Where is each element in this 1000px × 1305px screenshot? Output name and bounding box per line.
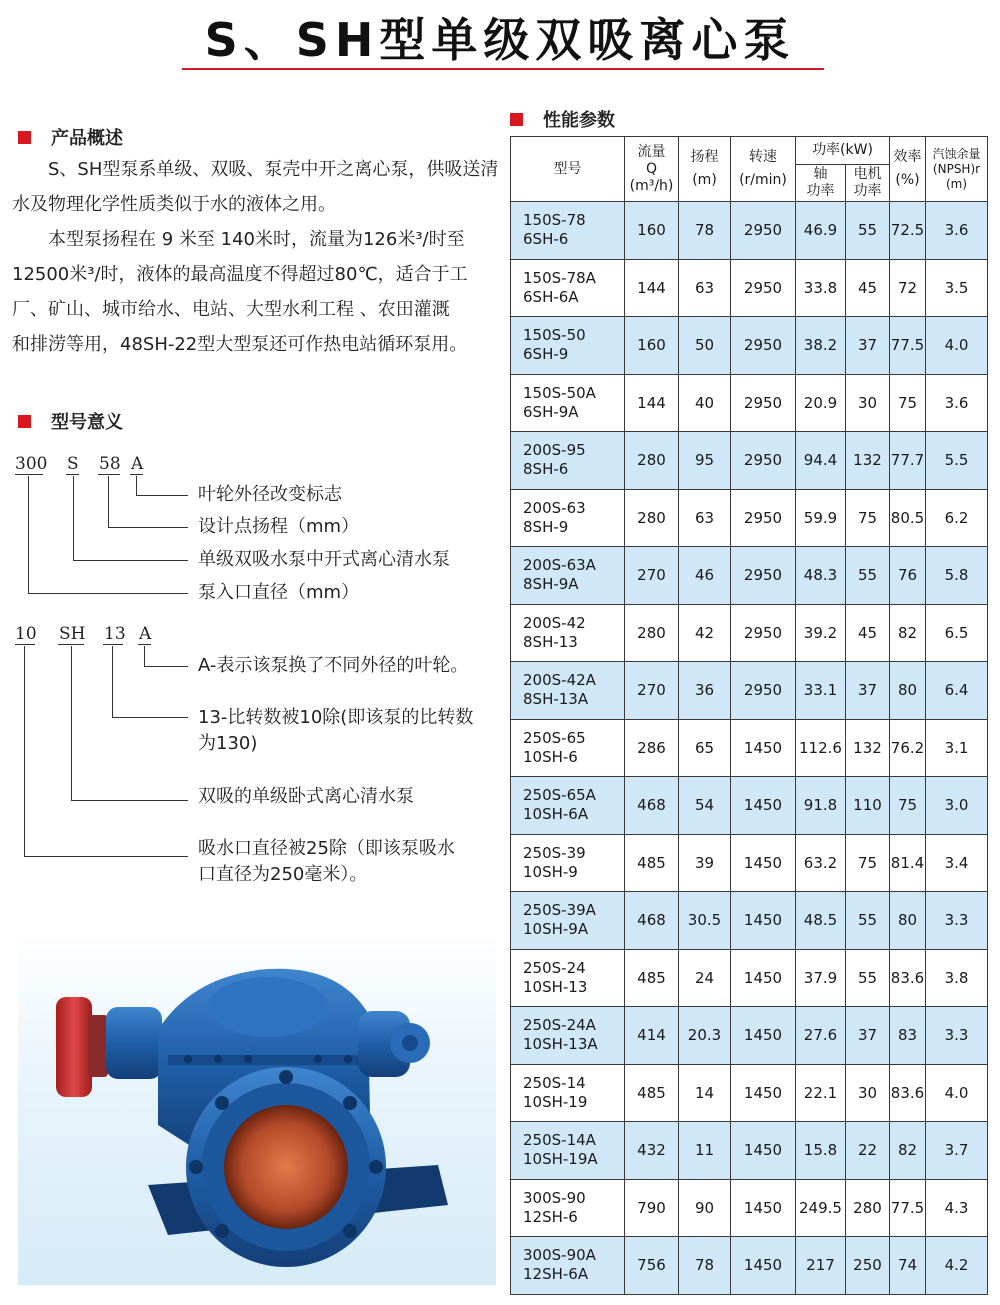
note-specific-speed-1: 13-比转数被10除(即该泵的比转数 bbox=[198, 707, 474, 728]
motor-cell: 37 bbox=[846, 1007, 890, 1065]
motor-cell: 75 bbox=[846, 834, 890, 892]
model-cell bbox=[511, 1122, 625, 1180]
head-cell: 78 bbox=[679, 1237, 731, 1295]
model-sh: 10SH-19 bbox=[523, 1092, 588, 1111]
npsh-cell: 3.1 bbox=[926, 719, 988, 777]
head-cell: 24 bbox=[679, 949, 731, 1007]
header-flow: 流量 Q (m³/h) bbox=[625, 137, 679, 202]
performance-table-body bbox=[511, 202, 988, 1295]
model-sh: 6SH-6 bbox=[523, 230, 569, 249]
model-cell bbox=[511, 949, 625, 1007]
model-cell bbox=[511, 892, 625, 950]
eff-cell: 83 bbox=[890, 1007, 926, 1065]
model-s: 200S-42 bbox=[523, 613, 586, 632]
model-sh: 12SH-6A bbox=[523, 1265, 589, 1284]
motor-cell: 37 bbox=[846, 317, 890, 375]
code-sh: SH bbox=[59, 624, 86, 644]
flow-cell: 414 bbox=[625, 1007, 679, 1065]
shaft-cell: 217 bbox=[796, 1237, 846, 1295]
model-cell bbox=[511, 1064, 625, 1122]
model-s: 200S-63A bbox=[523, 556, 596, 575]
model-meaning-heading bbox=[18, 408, 123, 434]
shaft-cell: 20.9 bbox=[796, 374, 846, 432]
npsh-cell: 3.6 bbox=[926, 202, 988, 260]
speed-cell: 1450 bbox=[731, 834, 796, 892]
note-inlet-diameter: 泵入口直径（mm） bbox=[198, 582, 360, 603]
flow-cell: 270 bbox=[625, 547, 679, 605]
speed-cell: 2950 bbox=[731, 202, 796, 260]
model-s: 250S-24 bbox=[523, 958, 586, 977]
shaft-cell: 33.1 bbox=[796, 662, 846, 720]
table-row bbox=[511, 432, 988, 490]
model-sh: 8SH-9A bbox=[523, 575, 579, 594]
code-10: 10 bbox=[15, 624, 37, 644]
header-shaft-power: 轴 功率 bbox=[796, 165, 846, 202]
speed-cell: 2950 bbox=[731, 317, 796, 375]
model-cell bbox=[511, 547, 625, 605]
head-cell: 63 bbox=[679, 259, 731, 317]
speed-cell: 2950 bbox=[731, 662, 796, 720]
speed-cell: 2950 bbox=[731, 432, 796, 490]
eff-cell: 83.6 bbox=[890, 1064, 926, 1122]
code-a2: A bbox=[139, 624, 152, 644]
npsh-cell: 3.4 bbox=[926, 834, 988, 892]
head-cell: 20.3 bbox=[679, 1007, 731, 1065]
model-sh: 8SH-13 bbox=[523, 632, 578, 651]
model-cell bbox=[511, 719, 625, 777]
shaft-cell: 94.4 bbox=[796, 432, 846, 490]
npsh-cell: 3.7 bbox=[926, 1122, 988, 1180]
eff-cell: 77.5 bbox=[890, 317, 926, 375]
head-cell: 39 bbox=[679, 834, 731, 892]
head-cell: 95 bbox=[679, 432, 731, 490]
head-cell: 90 bbox=[679, 1179, 731, 1237]
performance-heading bbox=[510, 106, 615, 132]
performance-heading-text: 性能参数 bbox=[543, 110, 615, 131]
head-cell: 78 bbox=[679, 202, 731, 260]
model-cell bbox=[511, 432, 625, 490]
model-sh: 8SH-9 bbox=[523, 517, 569, 536]
shaft-cell: 37.9 bbox=[796, 949, 846, 1007]
section-square-icon bbox=[18, 131, 31, 144]
model-cell bbox=[511, 489, 625, 547]
table-row bbox=[511, 1237, 988, 1295]
title-underline bbox=[182, 68, 824, 70]
speed-cell: 1450 bbox=[731, 1122, 796, 1180]
flow-cell: 756 bbox=[625, 1237, 679, 1295]
model-s: 150S-50 bbox=[523, 326, 586, 345]
head-cell: 63 bbox=[679, 489, 731, 547]
table-row bbox=[511, 1064, 988, 1122]
model-s: 250S-14A bbox=[523, 1131, 596, 1150]
eff-cell: 77.5 bbox=[890, 1179, 926, 1237]
model-sh: 6SH-9 bbox=[523, 345, 569, 364]
table-row bbox=[511, 489, 988, 547]
motor-cell: 250 bbox=[846, 1237, 890, 1295]
npsh-cell: 5.8 bbox=[926, 547, 988, 605]
head-cell: 50 bbox=[679, 317, 731, 375]
flow-cell: 485 bbox=[625, 949, 679, 1007]
eff-cell: 80.5 bbox=[890, 489, 926, 547]
motor-cell: 110 bbox=[846, 777, 890, 835]
table-row bbox=[511, 1122, 988, 1180]
head-cell: 36 bbox=[679, 662, 731, 720]
flow-cell: 160 bbox=[625, 202, 679, 260]
code-a: A bbox=[131, 454, 144, 474]
npsh-cell: 5.5 bbox=[926, 432, 988, 490]
table-row bbox=[511, 719, 988, 777]
model-s: 150S-50A bbox=[523, 383, 596, 402]
overview-paragraph-1: S、SH型泵系单级、双吸、泵壳中开之离心泵，供吸送清水及物理化学性质类似于水的液体之用。 bbox=[12, 159, 499, 215]
eff-cell: 75 bbox=[890, 777, 926, 835]
flow-cell: 790 bbox=[625, 1179, 679, 1237]
motor-cell: 55 bbox=[846, 547, 890, 605]
model-sh: 10SH-9A bbox=[523, 920, 589, 939]
model-sh: 10SH-6 bbox=[523, 747, 578, 766]
table-row bbox=[511, 1007, 988, 1065]
motor-cell: 280 bbox=[846, 1179, 890, 1237]
model-sh: 10SH-13A bbox=[523, 1035, 598, 1054]
model-s: 200S-42A bbox=[523, 671, 596, 690]
model-s: 250S-24A bbox=[523, 1016, 596, 1035]
model-s: 150S-78A bbox=[523, 268, 596, 287]
flow-cell: 468 bbox=[625, 777, 679, 835]
motor-cell: 55 bbox=[846, 892, 890, 950]
model-sh: 10SH-9 bbox=[523, 862, 578, 881]
model-cell bbox=[511, 1007, 625, 1065]
npsh-cell: 3.8 bbox=[926, 949, 988, 1007]
flow-cell: 160 bbox=[625, 317, 679, 375]
shaft-cell: 46.9 bbox=[796, 202, 846, 260]
eff-cell: 82 bbox=[890, 1122, 926, 1180]
model-cell bbox=[511, 202, 625, 260]
model-cell bbox=[511, 834, 625, 892]
flow-cell: 468 bbox=[625, 892, 679, 950]
model-s: 300S-90 bbox=[523, 1188, 586, 1207]
model-s: 250S-39 bbox=[523, 843, 586, 862]
npsh-cell: 3.6 bbox=[926, 374, 988, 432]
model-cell bbox=[511, 317, 625, 375]
motor-cell: 45 bbox=[846, 604, 890, 662]
section-square-icon bbox=[18, 415, 31, 428]
shaft-cell: 48.3 bbox=[796, 547, 846, 605]
page-title: S、SH型单级双吸离心泵 bbox=[204, 13, 796, 67]
speed-cell: 1450 bbox=[731, 892, 796, 950]
section-square-icon bbox=[510, 113, 523, 126]
model-cell bbox=[511, 662, 625, 720]
table-row bbox=[511, 949, 988, 1007]
model-s: 200S-95 bbox=[523, 441, 586, 460]
overview-heading-text: 产品概述 bbox=[51, 128, 123, 149]
shaft-cell: 27.6 bbox=[796, 1007, 846, 1065]
speed-cell: 2950 bbox=[731, 374, 796, 432]
table-row bbox=[511, 202, 988, 260]
header-speed: 转速 (r/min) bbox=[731, 137, 796, 202]
model-cell bbox=[511, 604, 625, 662]
shaft-cell: 15.8 bbox=[796, 1122, 846, 1180]
table-row bbox=[511, 374, 988, 432]
head-cell: 42 bbox=[679, 604, 731, 662]
motor-cell: 132 bbox=[846, 432, 890, 490]
overview-heading bbox=[18, 124, 123, 150]
shaft-cell: 38.2 bbox=[796, 317, 846, 375]
header-npsh: 汽蚀余量 (NPSH)r (m) bbox=[926, 137, 988, 202]
model-s: 250S-65A bbox=[523, 786, 596, 805]
pump-photo bbox=[18, 935, 496, 1285]
flow-cell: 432 bbox=[625, 1122, 679, 1180]
model-s: 150S-78 bbox=[523, 211, 586, 230]
model-sh: 8SH-13A bbox=[523, 690, 589, 709]
model-sh: 10SH-13 bbox=[523, 977, 588, 996]
speed-cell: 1450 bbox=[731, 1237, 796, 1295]
speed-cell: 1450 bbox=[731, 719, 796, 777]
motor-cell: 55 bbox=[846, 949, 890, 1007]
code-58: 58 bbox=[99, 454, 121, 474]
flow-cell: 280 bbox=[625, 489, 679, 547]
speed-cell: 1450 bbox=[731, 1179, 796, 1237]
eff-cell: 80 bbox=[890, 662, 926, 720]
model-s: 250S-39A bbox=[523, 901, 596, 920]
code-s: S bbox=[67, 454, 79, 474]
model-sh: 6SH-9A bbox=[523, 402, 579, 421]
table-row bbox=[511, 1179, 988, 1237]
motor-cell: 30 bbox=[846, 374, 890, 432]
npsh-cell: 3.3 bbox=[926, 892, 988, 950]
head-cell: 54 bbox=[679, 777, 731, 835]
flow-cell: 280 bbox=[625, 432, 679, 490]
header-efficiency: 效率 (%) bbox=[890, 137, 926, 202]
npsh-cell: 3.5 bbox=[926, 259, 988, 317]
table-row bbox=[511, 777, 988, 835]
flow-cell: 286 bbox=[625, 719, 679, 777]
speed-cell: 1450 bbox=[731, 777, 796, 835]
model-s: 250S-65 bbox=[523, 728, 586, 747]
head-cell: 46 bbox=[679, 547, 731, 605]
note-impeller-diameter: A-表示该泵换了不同外径的叶轮。 bbox=[198, 655, 469, 676]
head-cell: 40 bbox=[679, 374, 731, 432]
table-row bbox=[511, 547, 988, 605]
eff-cell: 80 bbox=[890, 892, 926, 950]
head-cell: 11 bbox=[679, 1122, 731, 1180]
model-s: 300S-90A bbox=[523, 1246, 596, 1265]
header-motor-power: 电机 功率 bbox=[846, 165, 890, 202]
model-cell bbox=[511, 1237, 625, 1295]
eff-cell: 76 bbox=[890, 547, 926, 605]
model-meaning-heading-text: 型号意义 bbox=[51, 412, 123, 433]
shaft-cell: 249.5 bbox=[796, 1179, 846, 1237]
shaft-cell: 112.6 bbox=[796, 719, 846, 777]
table-row bbox=[511, 259, 988, 317]
header-head: 扬程 (m) bbox=[679, 137, 731, 202]
model-cell bbox=[511, 777, 625, 835]
model-cell bbox=[511, 374, 625, 432]
note-suction-diameter-2: 口直径为250毫米）。 bbox=[198, 864, 368, 885]
model-sh: 10SH-19A bbox=[523, 1150, 598, 1169]
overview-p2-line2: 12500米³/时，液体的最高温度不得超过80℃，适合于工 bbox=[12, 264, 468, 285]
npsh-cell: 6.5 bbox=[926, 604, 988, 662]
note-design-head: 设计点扬程（mm） bbox=[198, 516, 360, 537]
eff-cell: 81.4 bbox=[890, 834, 926, 892]
shaft-cell: 63.2 bbox=[796, 834, 846, 892]
flow-cell: 485 bbox=[625, 1064, 679, 1122]
npsh-cell: 4.0 bbox=[926, 317, 988, 375]
motor-cell: 75 bbox=[846, 489, 890, 547]
eff-cell: 72.5 bbox=[890, 202, 926, 260]
head-cell: 14 bbox=[679, 1064, 731, 1122]
shaft-cell: 59.9 bbox=[796, 489, 846, 547]
model-sh: 6SH-6A bbox=[523, 287, 579, 306]
speed-cell: 1450 bbox=[731, 1007, 796, 1065]
head-cell: 30.5 bbox=[679, 892, 731, 950]
overview-text bbox=[12, 152, 500, 362]
eff-cell: 72 bbox=[890, 259, 926, 317]
model-sh: 8SH-6 bbox=[523, 460, 569, 479]
motor-cell: 30 bbox=[846, 1064, 890, 1122]
flow-cell: 270 bbox=[625, 662, 679, 720]
table-row bbox=[511, 834, 988, 892]
overview-p2-line3: 厂、矿山、城市给水、电站、大型水利工程 、农田灌溉 bbox=[12, 299, 450, 320]
model-s: 200S-63 bbox=[523, 498, 586, 517]
note-horizontal-pump: 双吸的单级卧式离心清水泵 bbox=[198, 786, 414, 807]
speed-cell: 1450 bbox=[731, 1064, 796, 1122]
table-row bbox=[511, 604, 988, 662]
eff-cell: 83.6 bbox=[890, 949, 926, 1007]
eff-cell: 74 bbox=[890, 1237, 926, 1295]
pump-illustration bbox=[18, 935, 496, 1285]
header-model: 型号 bbox=[511, 137, 625, 202]
model-s: 250S-14 bbox=[523, 1073, 586, 1092]
note-pump-type: 单级双吸水泵中开式离心清水泵 bbox=[198, 549, 450, 570]
motor-cell: 37 bbox=[846, 662, 890, 720]
head-cell: 65 bbox=[679, 719, 731, 777]
flow-cell: 144 bbox=[625, 374, 679, 432]
speed-cell: 1450 bbox=[731, 949, 796, 1007]
motor-cell: 132 bbox=[846, 719, 890, 777]
overview-p2-line4: 和排涝等用，48SH-22型大型泵还可作热电站循环泵用。 bbox=[12, 334, 468, 355]
note-impeller-change: 叶轮外径改变标志 bbox=[198, 484, 342, 505]
flow-cell: 144 bbox=[625, 259, 679, 317]
motor-cell: 45 bbox=[846, 259, 890, 317]
speed-cell: 2950 bbox=[731, 489, 796, 547]
flow-cell: 280 bbox=[625, 604, 679, 662]
speed-cell: 2950 bbox=[731, 604, 796, 662]
eff-cell: 82 bbox=[890, 604, 926, 662]
code-300: 300 bbox=[15, 454, 48, 474]
note-specific-speed-2: 为130) bbox=[198, 733, 258, 754]
model-sh: 12SH-6 bbox=[523, 1207, 578, 1226]
npsh-cell: 6.4 bbox=[926, 662, 988, 720]
eff-cell: 77.7 bbox=[890, 432, 926, 490]
overview-p2-line1: 本型泵扬程在 9 米至 140米时，流量为126米³/时至 bbox=[48, 229, 465, 250]
shaft-cell: 48.5 bbox=[796, 892, 846, 950]
speed-cell: 2950 bbox=[731, 259, 796, 317]
shaft-cell: 39.2 bbox=[796, 604, 846, 662]
table-row bbox=[511, 892, 988, 950]
npsh-cell: 4.0 bbox=[926, 1064, 988, 1122]
model-sh: 10SH-6A bbox=[523, 805, 589, 824]
code-13: 13 bbox=[104, 624, 126, 644]
npsh-cell: 3.0 bbox=[926, 777, 988, 835]
note-suction-diameter-1: 吸水口直径被25除（即该泵吸水 bbox=[198, 838, 455, 859]
table-row bbox=[511, 317, 988, 375]
motor-cell: 22 bbox=[846, 1122, 890, 1180]
speed-cell: 2950 bbox=[731, 547, 796, 605]
header-power: 功率(kW) bbox=[796, 137, 890, 165]
model-cell bbox=[511, 259, 625, 317]
npsh-cell: 4.2 bbox=[926, 1237, 988, 1295]
shaft-cell: 33.8 bbox=[796, 259, 846, 317]
performance-table bbox=[510, 136, 988, 1295]
flow-cell: 485 bbox=[625, 834, 679, 892]
npsh-cell: 4.3 bbox=[926, 1179, 988, 1237]
npsh-cell: 6.2 bbox=[926, 489, 988, 547]
shaft-cell: 91.8 bbox=[796, 777, 846, 835]
model-cell bbox=[511, 1179, 625, 1237]
eff-cell: 75 bbox=[890, 374, 926, 432]
npsh-cell: 3.3 bbox=[926, 1007, 988, 1065]
eff-cell: 76.2 bbox=[890, 719, 926, 777]
table-row bbox=[511, 662, 988, 720]
shaft-cell: 22.1 bbox=[796, 1064, 846, 1122]
motor-cell: 55 bbox=[846, 202, 890, 260]
